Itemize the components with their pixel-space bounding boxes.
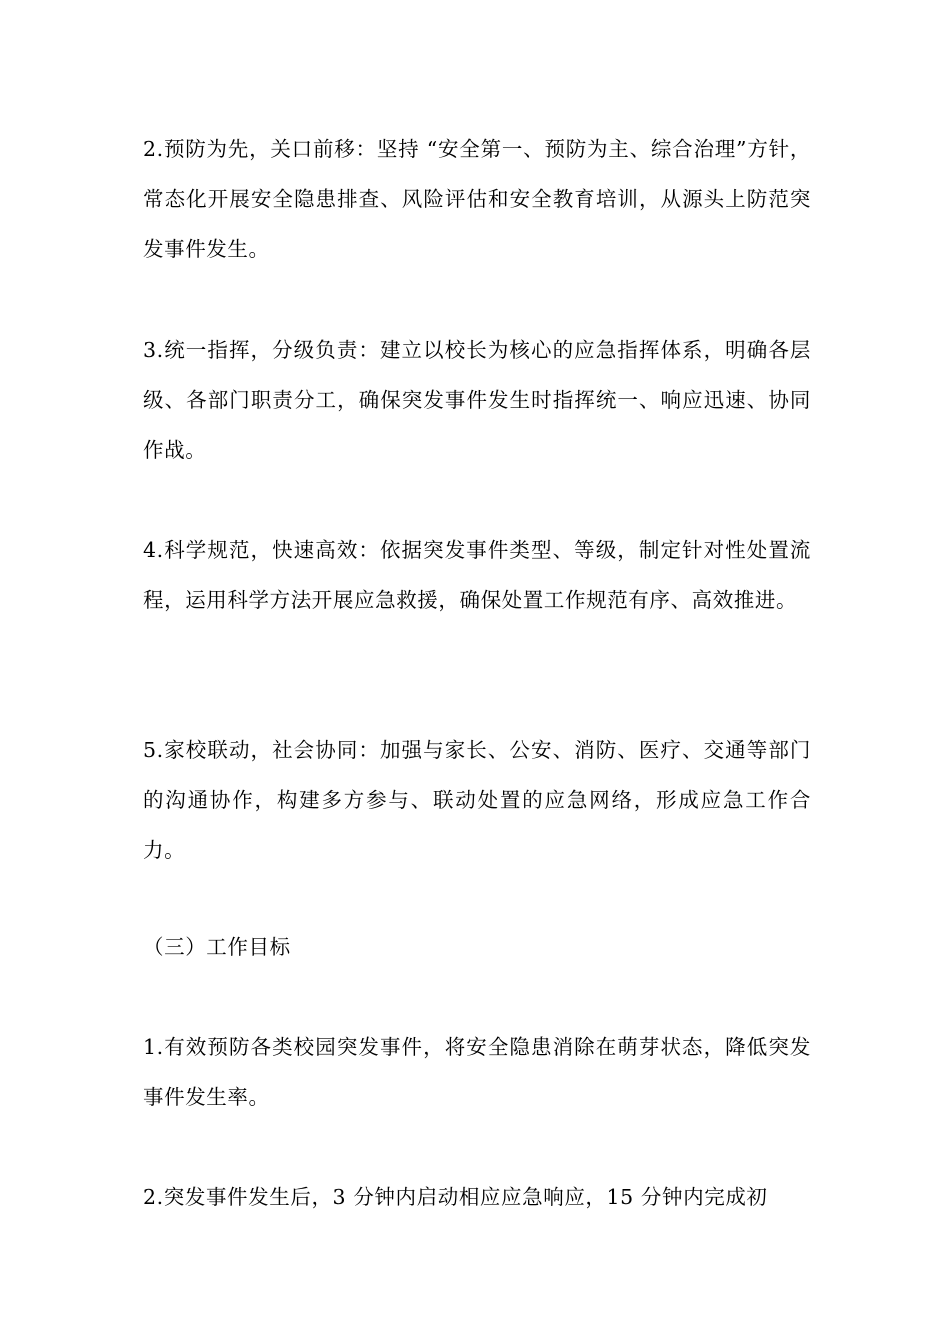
principle-paragraph-5: 5.家校联动，社会协同：加强与家长、公安、消防、医疗、交通等部门的沟通协作，构建多方参与、联动处置的应急网络，形成应急工作合力。 — [143, 738, 811, 862]
principle-paragraph-2: 2.预防为先，关口前移：坚持 “安全第一、预防为主、综合治理”方针，常态化开展安全隐患排查、风险评估和安全教育培训，从源头上防范突发事件发生。 — [143, 137, 811, 261]
goal-paragraph-2: 2.突发事件发生后，3 分钟内启动相应应急响应，15 分钟内完成初 — [143, 1185, 768, 1209]
principle-paragraph-3: 3.统一指挥，分级负责：建立以校长为核心的应急指挥体系，明确各层级、各部门职责分工，确保突发事件发生时指挥统一、响应迅速、协同作战。 — [143, 338, 811, 462]
section-heading-work-goals: （三）工作目标 — [143, 935, 291, 959]
goal-paragraph-1: 1.有效预防各类校园突发事件，将安全隐患消除在萌芽状态，降低突发事件发生率。 — [143, 1035, 811, 1109]
principle-paragraph-4: 4.科学规范，快速高效：依据突发事件类型、等级，制定针对性处置流程，运用科学方法开展应急救援，确保处置工作规范有序、高效推进。 — [143, 538, 811, 612]
